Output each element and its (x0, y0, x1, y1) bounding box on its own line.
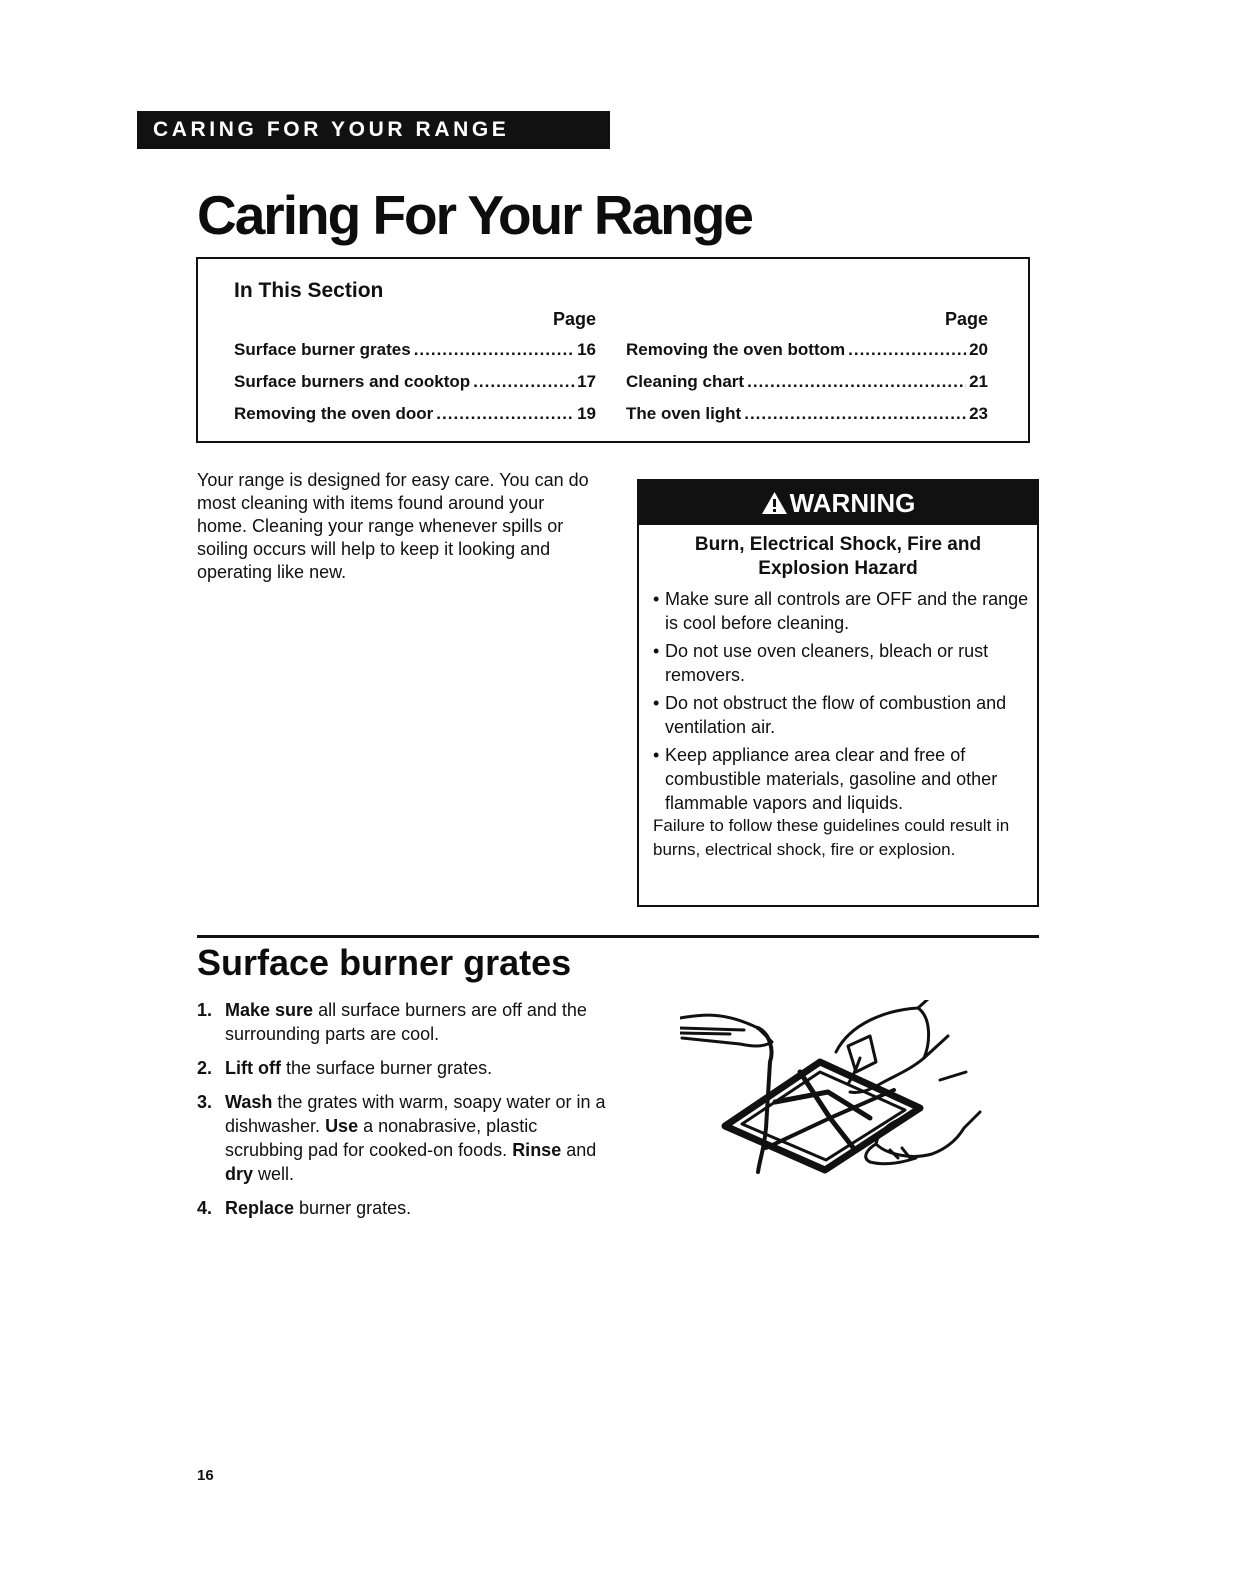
toc-title: In This Section (234, 279, 384, 302)
warning-item-text: Keep appliance area clear and free of combustible materials, gasoline and other flammable vapors and liquids. (665, 745, 998, 813)
warning-triangle-icon (761, 491, 788, 515)
step-emphasis: Use (325, 1116, 359, 1136)
toc-dot-leader (414, 334, 574, 366)
toc-dot-leader (747, 366, 966, 398)
step-text: burner grates. (294, 1198, 412, 1218)
toc-entry-label: Removing the oven door (234, 404, 434, 423)
warning-header (639, 481, 1037, 525)
toc-entry-page: 21 (969, 372, 988, 391)
toc-dot-leader (744, 398, 966, 430)
toc-column-left (234, 304, 596, 430)
toc-column-right (626, 304, 988, 430)
step-text: a nonabrasive, plastic scrubbing pad for cooked-on foods. (225, 1116, 538, 1160)
section-divider (197, 935, 1039, 938)
step-text: the surface burner grates. (280, 1058, 493, 1078)
toc-entry-page: 16 (577, 340, 596, 359)
bullet-icon: • (653, 641, 660, 661)
table-of-contents (196, 257, 1030, 443)
warning-item-text: Do not obstruct the flow of combustion and ventilation air. (665, 693, 1007, 737)
step-number: 2. (197, 1058, 213, 1078)
intro-paragraph: Your range is designed for easy care. You can do most cleaning with items found around your home. Cleaning your range whenever spills or soiling occurs will help to keep it looking and operating like new. (197, 470, 589, 582)
step-text: all surface burners are off and the surrounding parts are cool. (225, 1000, 587, 1044)
warning-title: WARNING (789, 488, 916, 518)
toc-dot-leader (473, 366, 574, 398)
toc-dot-leader (848, 334, 966, 366)
step-text: the grates with warm, soapy water or in a dishwasher. (225, 1092, 606, 1136)
warning-item-text: Make sure all controls are OFF and the range is cool before cleaning. (665, 589, 1029, 633)
bullet-icon: • (653, 589, 660, 609)
toc-entry-label: Surface burner grates (234, 340, 411, 359)
toc-entry (234, 366, 596, 398)
step-item (197, 1056, 617, 1080)
toc-entry-label: Surface burners and cooktop (234, 372, 471, 391)
page-title: Caring For Your Range (197, 184, 752, 246)
warning-item (653, 587, 1031, 635)
toc-entry-label: Cleaning chart (626, 372, 745, 391)
step-emphasis: Lift off (225, 1058, 281, 1078)
warning-item (653, 691, 1031, 739)
step-item (197, 1090, 617, 1186)
toc-entry-label: The oven light (626, 404, 742, 423)
step-number: 3. (197, 1092, 213, 1112)
step-text: and (561, 1140, 597, 1160)
step-item (197, 998, 617, 1046)
bullet-icon: • (653, 693, 660, 713)
warning-box (637, 479, 1039, 907)
step-emphasis: Rinse (512, 1140, 562, 1160)
step-item (197, 1196, 617, 1220)
step-emphasis: Wash (225, 1092, 273, 1112)
toc-entry (234, 334, 596, 366)
toc-entry (234, 398, 596, 430)
section-heading: Surface burner grates (197, 942, 572, 983)
warning-item (653, 639, 1031, 687)
toc-page-label: Page (944, 309, 988, 329)
step-number: 4. (197, 1198, 213, 1218)
page-number: 16 (197, 1467, 214, 1484)
toc-dot-leader (436, 398, 574, 430)
section-header-bar: CARING FOR YOUR RANGE (137, 111, 610, 149)
toc-entry-page: 20 (969, 340, 988, 359)
step-emphasis: dry (225, 1164, 254, 1184)
toc-entry (626, 366, 988, 398)
steps-list (197, 998, 617, 1230)
warning-item-text: Do not use oven cleaners, bleach or rust removers. (665, 641, 989, 685)
warning-list (653, 587, 1031, 819)
grate-lifting-illustration (680, 1000, 1010, 1200)
step-emphasis: Replace (225, 1198, 295, 1218)
warning-footer-text: Failure to follow these guidelines could result in burns, electrical shock, fire or explosion. (653, 816, 1010, 859)
toc-entry (626, 398, 988, 430)
bullet-icon: • (653, 745, 660, 765)
step-number: 1. (197, 1000, 213, 1020)
step-text: well. (253, 1164, 295, 1184)
toc-entry-page: 19 (577, 404, 596, 423)
step-emphasis: Make sure (225, 1000, 314, 1020)
toc-entry-page: 23 (969, 404, 988, 423)
toc-entry (626, 334, 988, 366)
toc-entry-label: Removing the oven bottom (626, 340, 846, 359)
toc-page-label: Page (552, 309, 596, 329)
toc-entry-page: 17 (577, 372, 596, 391)
warning-hazard-text: Burn, Electrical Shock, Fire and Explosion Hazard (694, 534, 982, 579)
warning-item (653, 743, 1031, 815)
